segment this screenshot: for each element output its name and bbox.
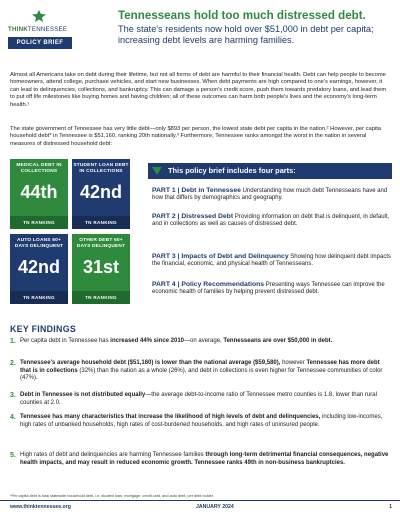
stat-tile-auto-loans xyxy=(10,234,68,304)
stat-tile-ranking: TN RANKING xyxy=(10,291,68,304)
part-text: Presenting ways Tennessee can improve the economic health of families by helping prevent distressed debt. xyxy=(152,282,385,296)
stat-tile-ranking: TN RANKING xyxy=(72,291,130,304)
part-4 xyxy=(152,281,392,297)
finding-number: 2. xyxy=(10,360,16,367)
header xyxy=(0,0,400,62)
footer-divider xyxy=(0,500,400,501)
intro-paragraph-2: The state government of Tennessee has very little debt—only $893 per person, the lowest state debt per capita in the nation.² However, per capita household debt* in Tennessee is $51,160, ranking 20th nationally.³ Furthermore, Tennessee ranks amongst the worst in the nation in several measures of distressed household debt: xyxy=(10,126,381,147)
page-subtitle: The state's residents now hold over $51,000 in debt per capita; increasing debt levels are harming families. xyxy=(118,24,374,45)
part-title: PART 2 | Distressed Debt xyxy=(152,213,234,220)
four-parts-banner xyxy=(148,163,392,179)
stat-tile-other-debt xyxy=(72,234,130,304)
intro-paragraph-1: Almost all Americans take on debt during their lifetime, but not all forms of debt are harmful to their financial health. Debt can help people to become homeowners, attend college, purchase vehicles, and start new businesses. When debt payments are high compared to one's earnings, however, it can lead to delinquencies, collections, and bankruptcy. This can damage a person's credit score, push them towards predatory loans, and lead them to put off life milestones like buying homes and having children; all of these outcomes can harm both people's lives and the economy's long-term health.¹ xyxy=(10,72,387,108)
stat-tile-value: 31st xyxy=(82,257,120,278)
part-text: Showing how delinquent debt impacts the financial, economic, and physical health of Tennesseans. xyxy=(152,254,392,268)
policy-brief-badge: POLICY BRIEF xyxy=(8,37,72,49)
part-title: PART 1 | Debt in Tennessee xyxy=(152,187,241,194)
footer-url-link[interactable]: www.thinktennessee.org xyxy=(10,504,71,510)
stat-tile-ranking: TN RANKING xyxy=(10,216,68,229)
stat-tile-value: 42nd xyxy=(17,257,60,278)
finding-number: 5. xyxy=(10,452,16,459)
page-number: 1 xyxy=(389,504,392,510)
footnote: *Per capita debt is total statewide household debt, i.e. student loan, mortgage, credit card, and auto debt, per debt holder. xyxy=(10,494,214,498)
stat-tile-ranking: TN RANKING xyxy=(72,216,130,229)
finding-number: 4. xyxy=(10,414,16,421)
page-title: Tennesseans hold too much distressed debt. xyxy=(118,9,366,22)
tennessee-star-icon xyxy=(32,10,46,22)
stat-tile-label: MEDICAL DEBT IN COLLECTIONS xyxy=(16,163,62,174)
part-title: PART 3 | Impacts of Debt and Delinquency xyxy=(152,253,289,260)
footer-date: JANUARY 2024 xyxy=(196,504,234,510)
logo-wordmark: THINKTENNESSEE xyxy=(8,26,68,33)
chevron-down-icon xyxy=(152,166,162,176)
part-1 xyxy=(152,187,392,203)
stat-tile-label: STUDENT LOAN DEBT IN COLLECTIONS xyxy=(73,163,129,174)
finding-number: 1. xyxy=(10,338,16,345)
part-2 xyxy=(152,213,392,229)
think-tennessee-logo[interactable] xyxy=(8,10,70,56)
key-findings-heading: KEY FINDINGS xyxy=(10,324,77,334)
four-parts-heading: This policy brief includes four parts: xyxy=(168,166,296,175)
stat-tile-student-loan xyxy=(72,159,130,229)
stat-tile-label: OTHER DEBT 60+ DAYS DELINQUENT xyxy=(76,238,126,249)
part-3 xyxy=(152,253,392,269)
part-title: PART 4 | Policy Recommendations xyxy=(152,281,265,288)
stat-tile-value: 44th xyxy=(20,182,58,203)
finding-number: 3. xyxy=(10,392,16,399)
stat-tile-value: 42nd xyxy=(79,182,122,203)
part-text: Providing information on debt that is delinquent, in default, and in collections as well as causes of distressed debt. xyxy=(152,214,390,228)
stat-tile-medical-debt xyxy=(10,159,68,229)
stat-tile-label: AUTO LOANS 60+ DAYS DELINQUENT xyxy=(14,238,64,249)
part-text: Understanding how much debt Tennesseans have and how that differs by demographics and geography. xyxy=(152,188,388,202)
